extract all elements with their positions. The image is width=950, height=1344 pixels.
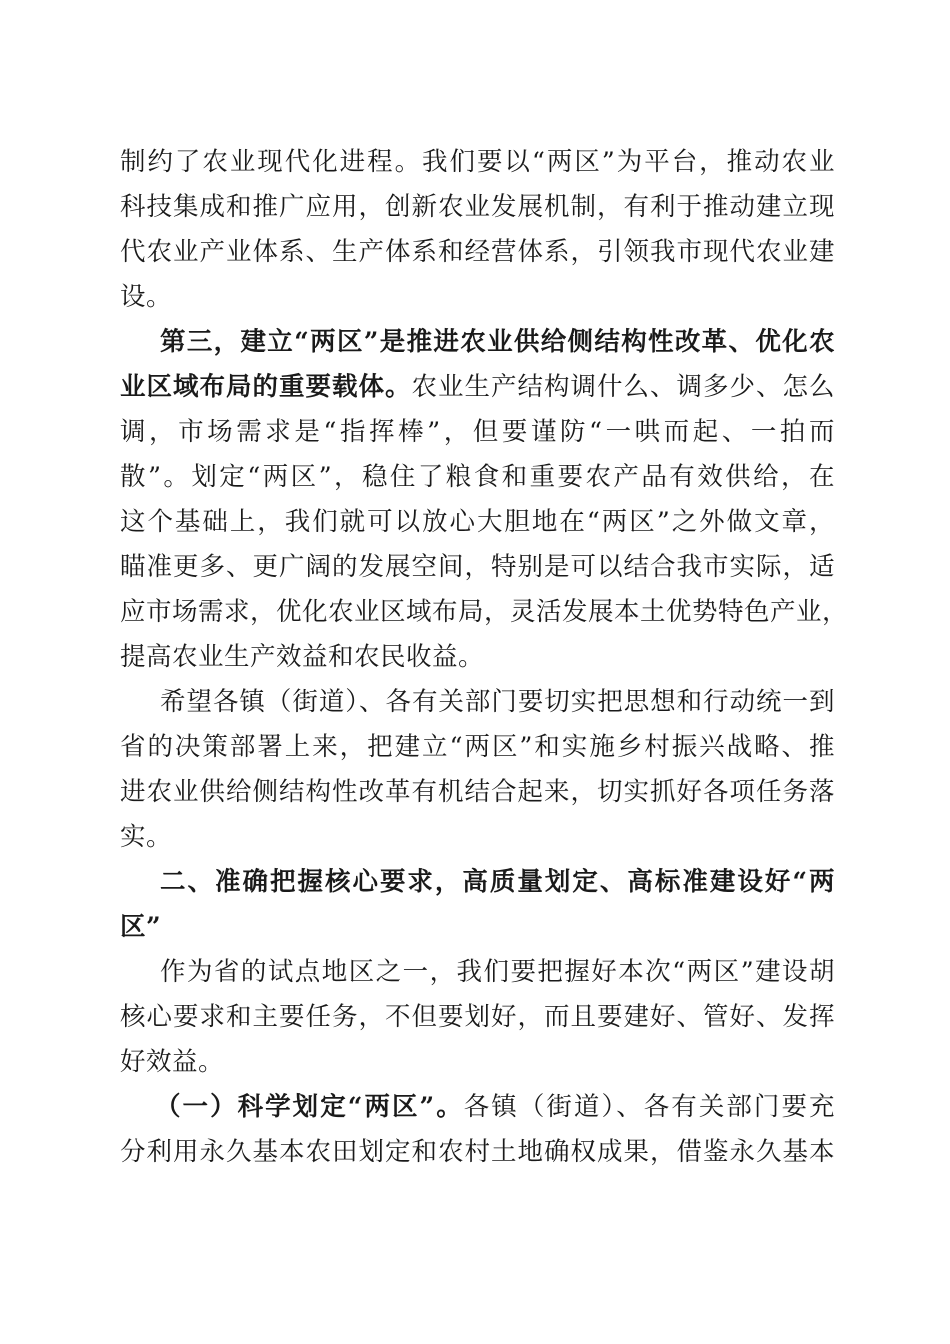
text-line: 实。 — [120, 822, 173, 852]
text-line: 科技集成和推广应用，创新农业发展机制，有利于推动建立现 — [120, 192, 835, 222]
bold-phrase: 业区域布局的重要载体。 — [120, 372, 412, 402]
section-heading: 二、准确把握核心要求，高质量划定、高标准建设好“两 — [160, 867, 835, 897]
subsection-line-mixed — [155, 1085, 835, 1129]
text-line: 进农业供给侧结构性改革有机结合起来，切实抓好各项任务落 — [120, 777, 835, 807]
text-line: 好效益。 — [120, 1047, 225, 1077]
text-line: 省的决策部署上来，把建立“两区”和实施乡村振兴战略、推 — [120, 732, 835, 762]
text-line: 代农业产业体系、生产体系和经营体系，引领我市现代农业建 — [120, 237, 835, 267]
text-line: 散”。划定“两区”，稳住了粮食和重要农产品有效供给，在 — [120, 462, 835, 492]
text-line: 分利用永久基本农田划定和农村土地确权成果，借鉴永久基本 — [120, 1137, 835, 1167]
text-line: 核心要求和主要任务，不但要划好，而且要建好、管好、发挥 — [120, 1002, 835, 1032]
text-line: 制约了农业现代化进程。我们要以“两区”为平台，推动农业 — [120, 147, 835, 177]
paragraph-first-line: 作为省的试点地区之一，我们要把握好本次“两区”建设胡 — [160, 957, 835, 987]
text-line: 这个基础上，我们就可以放心大胆地在“两区”之外做文章， — [120, 507, 835, 537]
paragraph-first-line: 希望各镇（街道）、各有关部门要切实把思想和行动统一到 — [160, 687, 835, 717]
paragraph-lead-bold: 第三，建立“两区”是推进农业供给侧结构性改革、优化农 — [160, 327, 835, 357]
text-line: 提高农业生产效益和农民收益。 — [120, 642, 485, 672]
text-line: 应市场需求，优化农业区域布局，灵活发展本土优势特色产业， — [120, 597, 849, 627]
plain-phrase: 农业生产结构调什么、调多少、怎么 — [411, 372, 835, 402]
text-line: 设。 — [120, 282, 173, 312]
subsection-heading: （一）科学划定“两区”。 — [155, 1092, 464, 1122]
text-line: 调，市场需求是“指挥棒”，但要谨防“一哄而起、一拍而 — [120, 417, 835, 447]
plain-phrase: 各镇（街道）、各有关部门要充 — [463, 1092, 835, 1122]
text-line: 瞄准更多、更广阔的发展空间，特别是可以结合我市实际，适 — [120, 552, 835, 582]
text-line-mixed — [120, 365, 835, 409]
section-heading-continued: 区” — [120, 912, 162, 942]
